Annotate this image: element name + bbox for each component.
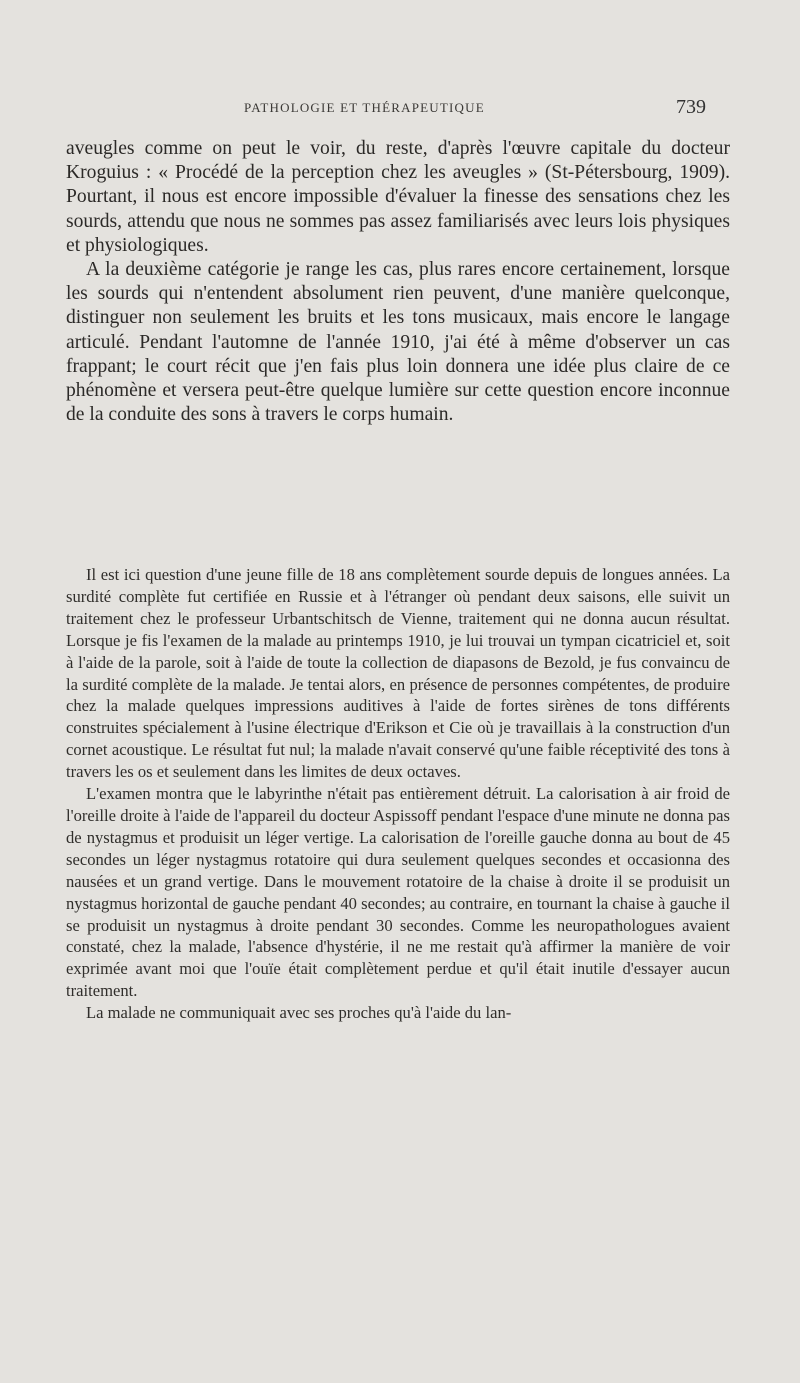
paragraph: La malade ne communiquait avec ses proches qu'à l'aide du lan- [86,1003,512,1023]
page-header [0,96,800,122]
case-report-block [66,564,730,1024]
paragraph: A la deuxième catégorie je range les cas, plus rares encore certainement, lorsque les sourds qui n'entendent absolument rien peuvent, d'une manière quelconque, distinguer non seulement les bruits et les tons musicaux, mais encore le langage articulé. Pendant l'automne de l'année 1910, j'ai été à même d'observer un cas frappant; le court récit que j'en fais plus loin donnera une idée plus claire de ce phénomène et versera peut-être quelque lumière sur cette question encore inconnue de la conduite des sons à travers le corps humain. [66,259,730,426]
main-text-block [66,137,730,427]
paragraph: aveugles comme on peut le voir, du reste, d'après l'œuvre capitale du docteur Kroguius : « Procédé de la perception chez les aveugles » (St-Pétersbourg, 1909). Pourtant, il nous est encore impossible d'évaluer la finesse des sensations chez les sourds, attendu que nous ne sommes pas assez familiarisés avec leurs lois physiques et physiologiques. [66,138,730,256]
paragraph: L'examen montra que le labyrinthe n'était pas entièrement détruit. La calorisation à air froid de l'oreille droite à l'aide de l'appareil du docteur Aspissoff pendant l'espace d'une minute ne donna pas de nystagmus et produisit un léger vertige. La calorisation de l'oreille gauche donna au bout de 45 secondes un léger nystagmus rotatoire qui dura seulement quelques secondes et occasionna des nausées et un grand vertige. Dans le mouvement rotatoire de la chaise à droite il se produisit un nystagmus horizontal de gauche pendant 40 secondes; au contraire, en tournant la chaise à gauche il se produisit un nystagmus à droite pendant 30 secondes. Comme les neuropathologues avaient constaté, chez la malade, l'absence d'hystérie, il ne me restait qu'à affirmer la manière de voir exprimée avant moi que l'ouïe était complètement perdue et qu'il était inutile d'essayer aucun traitement. [66,784,730,1001]
running-title: PATHOLOGIE ET THÉRAPEUTIQUE [244,100,485,115]
paragraph: Il est ici question d'une jeune fille de 18 ans complètement sourde depuis de longues années. La surdité complète fut certifiée en Russie et à l'étranger où pendant deux saisons, elle suivit un traitement chez le professeur Urbantschitsch de Vienne, traitement qui ne donna aucun résultat. Lorsque je fis l'examen de la malade au printemps 1910, je lui trouvai un tympan cicatriciel et, soit à l'aide de la parole, soit à l'aide de toute la collection de diapasons de Bezold, je fus convaincu de la surdité complète de la malade. Je tentai alors, en présence de personnes compétentes, de produire chez la malade quelques impressions auditives à l'aide de fortes sirènes de tons différents construites spécialement à l'usine électrique d'Erikson et Cie où je travaillais à la construction d'un cornet acoustique. Le résultat fut nul; la malade n'avait conservé qu'une faible réceptivité des tons à travers les os et seulement dans les limites de deux octaves. [66,565,730,782]
page-number: 739 [676,96,706,118]
